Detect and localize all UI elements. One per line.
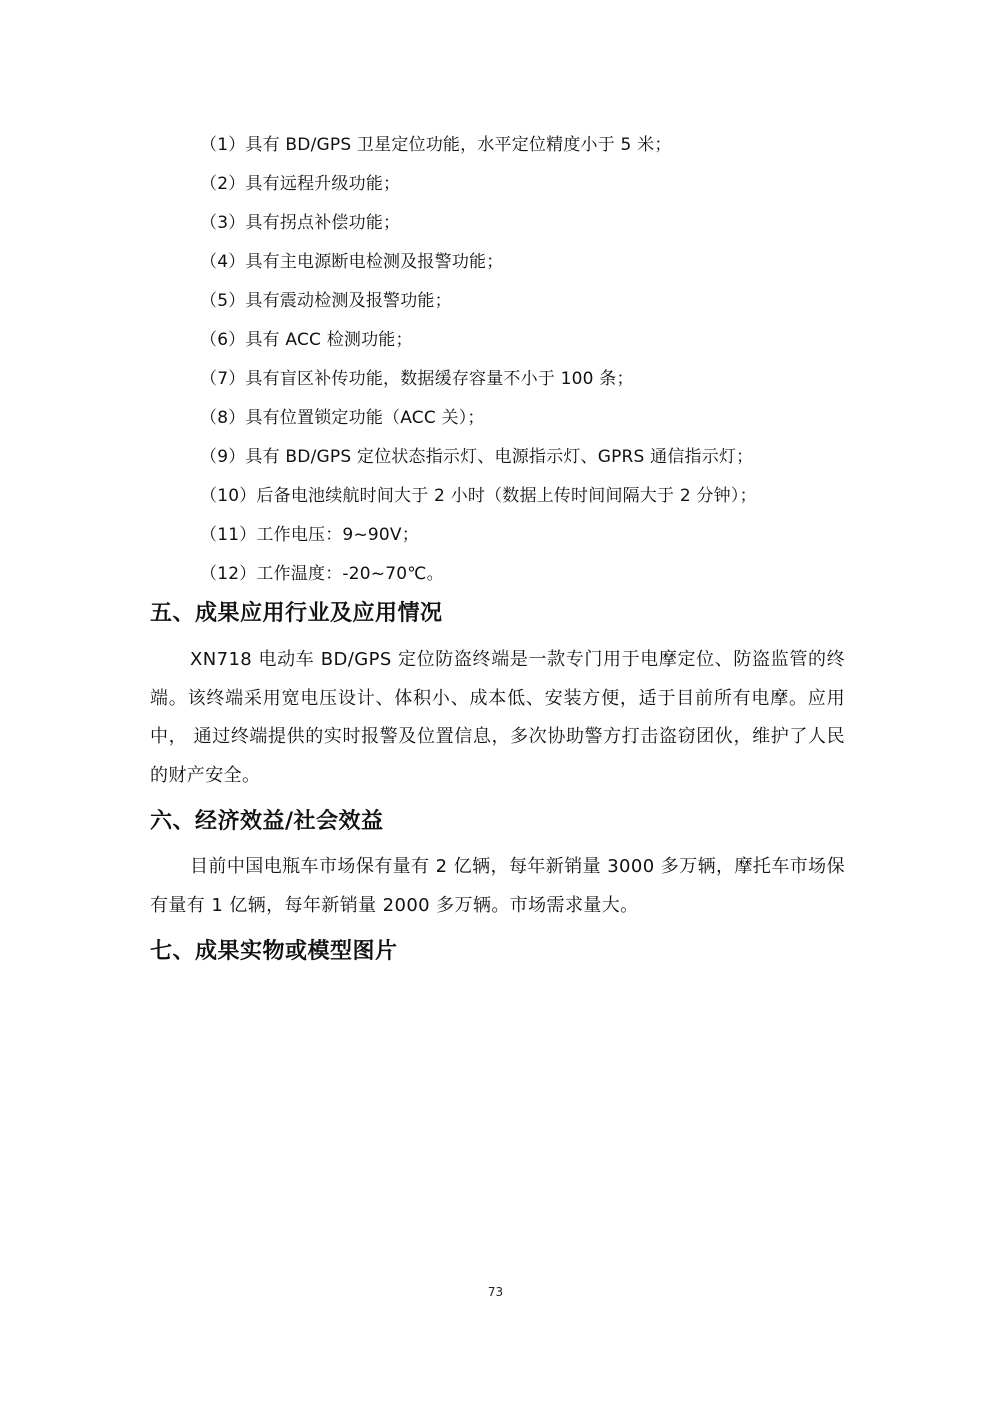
application-paragraph: XN718 电动车 BD/GPS 定位防盗终端是一款专门用于电摩定位、防盗监管的终端。该终端采用宽电压设计、体积小、成本低、安装方便，适于目前所有电摩。应用中， 通过终端提供的实时报警及位置信息，多次协助警方打击盗窃团伙，维护了人民的财产安全。 [150, 649, 845, 786]
list-item: （7）具有盲区补传功能，数据缓存容量不小于 100 条； [200, 369, 634, 389]
list-item: （4）具有主电源断电检测及报警功能； [200, 252, 504, 272]
list-item: （12）工作温度：-20~70℃。 [200, 564, 444, 584]
list-item: （8）具有位置锁定功能（ACC 关）； [200, 408, 485, 428]
list-item: （1）具有 BD/GPS 卫星定位功能，水平定位精度小于 5 米； [200, 135, 672, 155]
list-item: （3）具有拐点补偿功能； [200, 213, 401, 233]
section-heading-pictures: 七、成果实物或模型图片 [150, 939, 398, 964]
section-heading-application: 五、成果应用行业及应用情况 [150, 601, 443, 626]
list-item: （6）具有 ACC 检测功能； [200, 330, 413, 350]
section-heading-benefits: 六、经济效益/社会效益 [150, 809, 384, 834]
list-item: （5）具有震动检测及报警功能； [200, 291, 452, 311]
list-item: （11）工作电压：9~90V； [200, 525, 419, 545]
list-item: （9）具有 BD/GPS 定位状态指示灯、电源指示灯、GPRS 通信指示灯； [200, 447, 754, 467]
page-number: 73 [487, 1285, 504, 1299]
list-item: （2）具有远程升级功能； [200, 174, 401, 194]
benefits-paragraph: 目前中国电瓶车市场保有量有 2 亿辆，每年新销量 3000 多万辆，摩托车市场保有量有 1 亿辆，每年新销量 2000 多万辆。市场需求量大。 [150, 856, 845, 916]
feature-list [200, 126, 860, 594]
list-item: （10）后备电池续航时间大于 2 小时（数据上传时间间隔大于 2 分钟）； [200, 486, 757, 506]
